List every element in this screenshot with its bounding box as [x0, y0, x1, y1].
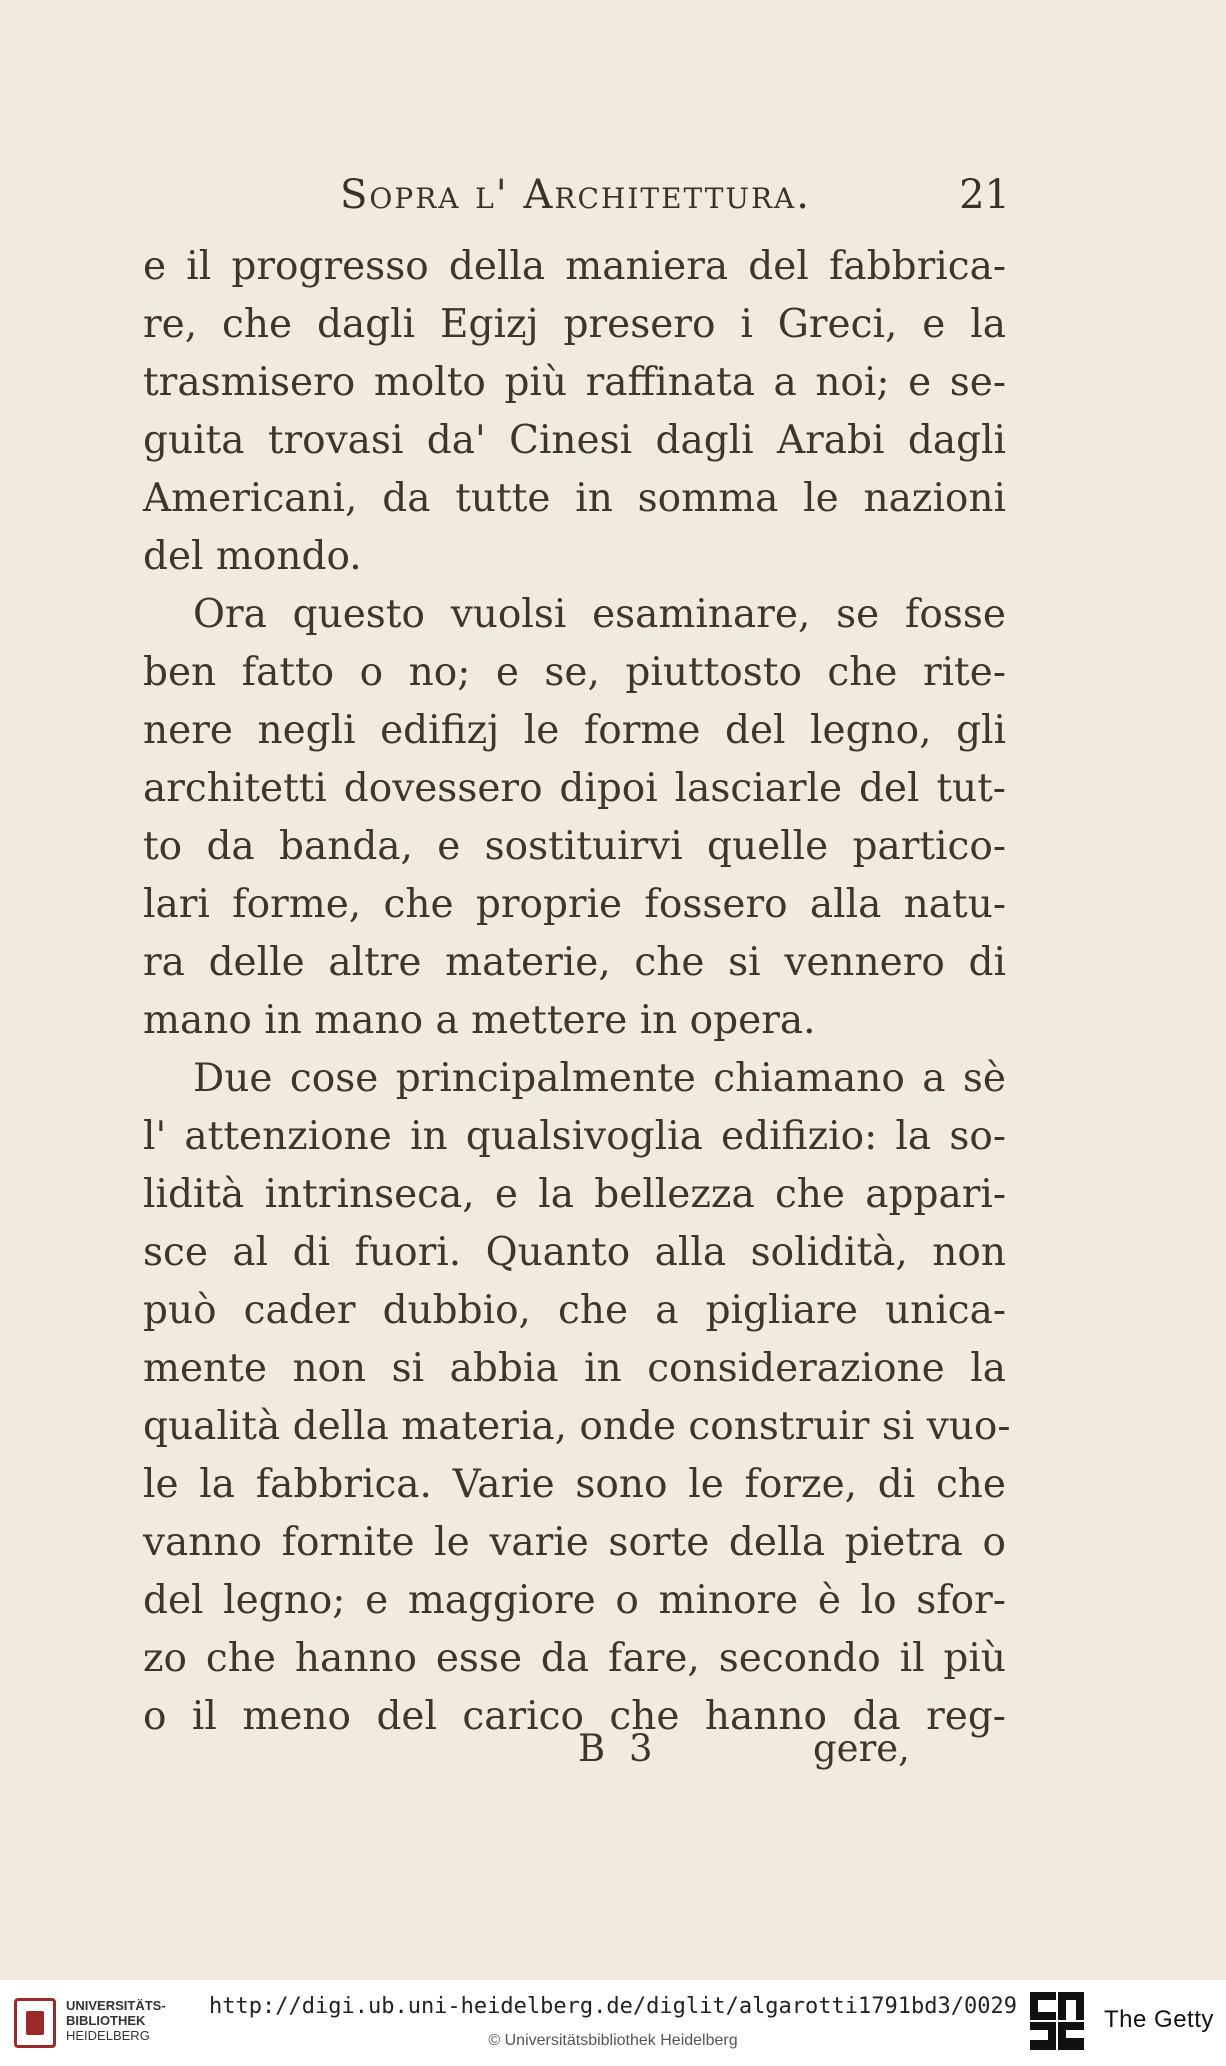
- body-text: [143, 238, 1011, 1746]
- text-line: lidità intrinseca, e la bellezza che appari-: [143, 1172, 1006, 1217]
- text-line: del mondo.: [143, 534, 362, 579]
- viewer-footer: [0, 1980, 1226, 2066]
- text-line: sce al di fuori. Quanto alla solidità, non: [143, 1230, 1006, 1275]
- running-title: Sopra l' Architettura.: [340, 172, 811, 218]
- running-head: [340, 172, 1010, 232]
- page-number: 21: [959, 172, 1010, 218]
- text-line: mano in mano a mettere in opera.: [143, 998, 816, 1043]
- signature-line: [143, 1727, 1006, 1785]
- library-name-line: HEIDELBERG: [66, 2028, 150, 2043]
- text-line: zo che hanno esse da fare, secondo il più: [143, 1636, 1006, 1681]
- text-line: trasmisero molto più raffinata a noi; e se-: [143, 360, 1006, 405]
- text-line: guita trovasi da' Cinesi dagli Arabi dagli: [143, 418, 1006, 463]
- text-line: nere negli edifizj le forme del legno, gli: [143, 708, 1006, 753]
- text-line: mente non si abbia in considerazione la: [143, 1346, 1006, 1391]
- signature-mark: B 3: [578, 1727, 659, 1770]
- library-name-line: UNIVERSITÄTS-: [66, 1998, 166, 2013]
- text-line: architetti dovessero dipoi lasciarle del tut-: [143, 766, 1006, 811]
- paragraph-1: [143, 238, 1006, 586]
- getty-logo-icon: [1030, 1992, 1084, 2050]
- text-line: le la fabbrica. Varie sono le forze, di che: [143, 1462, 1006, 1507]
- paragraph-2: [143, 586, 1006, 1050]
- library-name-line: BIBLIOTHEK: [66, 2013, 146, 2028]
- text-line: re, che dagli Egizj presero i Greci, e la: [143, 302, 1006, 347]
- text-line: può cader dubbio, che a pigliare unica-: [143, 1288, 1006, 1333]
- text-line: to da banda, e sostituirvi quelle partico-: [143, 824, 1006, 869]
- text-line: del legno; e maggiore o minore è lo sfor-: [143, 1578, 1006, 1623]
- text-line: vanno fornite le varie sorte della pietra o: [143, 1520, 1006, 1565]
- text-line: l' attenzione in qualsivoglia edifizio: la so-: [143, 1114, 1006, 1159]
- paragraph-3: [143, 1050, 1011, 1746]
- text-line: Ora questo vuolsi esaminare, se fosse: [193, 592, 1006, 637]
- text-line: lari forme, che proprie fossero alla natu-: [143, 882, 1006, 927]
- partner-name: The Getty: [1104, 2006, 1214, 2033]
- copyright-notice: © Universitätsbibliothek Heidelberg: [488, 2032, 738, 2049]
- permalink-url[interactable]: http://digi.ub.uni-heidelberg.de/diglit/algarotti1791bd3/0029: [209, 1994, 1017, 2019]
- text-line: qualità della materia, onde construir si vuo-: [143, 1404, 1011, 1449]
- text-line: Americani, da tutte in somma le nazioni: [143, 476, 1006, 521]
- text-line: e il progresso della maniera del fabbrica-: [143, 244, 1006, 289]
- text-line: o il meno del carico che hanno da reg-: [143, 1694, 1006, 1739]
- text-line: ben fatto o no; e se, piuttosto che rite-: [143, 650, 1006, 695]
- catchword: gere,: [813, 1727, 910, 1770]
- text-line: Due cose principalmente chiamano a sè: [193, 1056, 1006, 1101]
- text-line: ra delle altre materie, che si vennero di: [143, 940, 1006, 985]
